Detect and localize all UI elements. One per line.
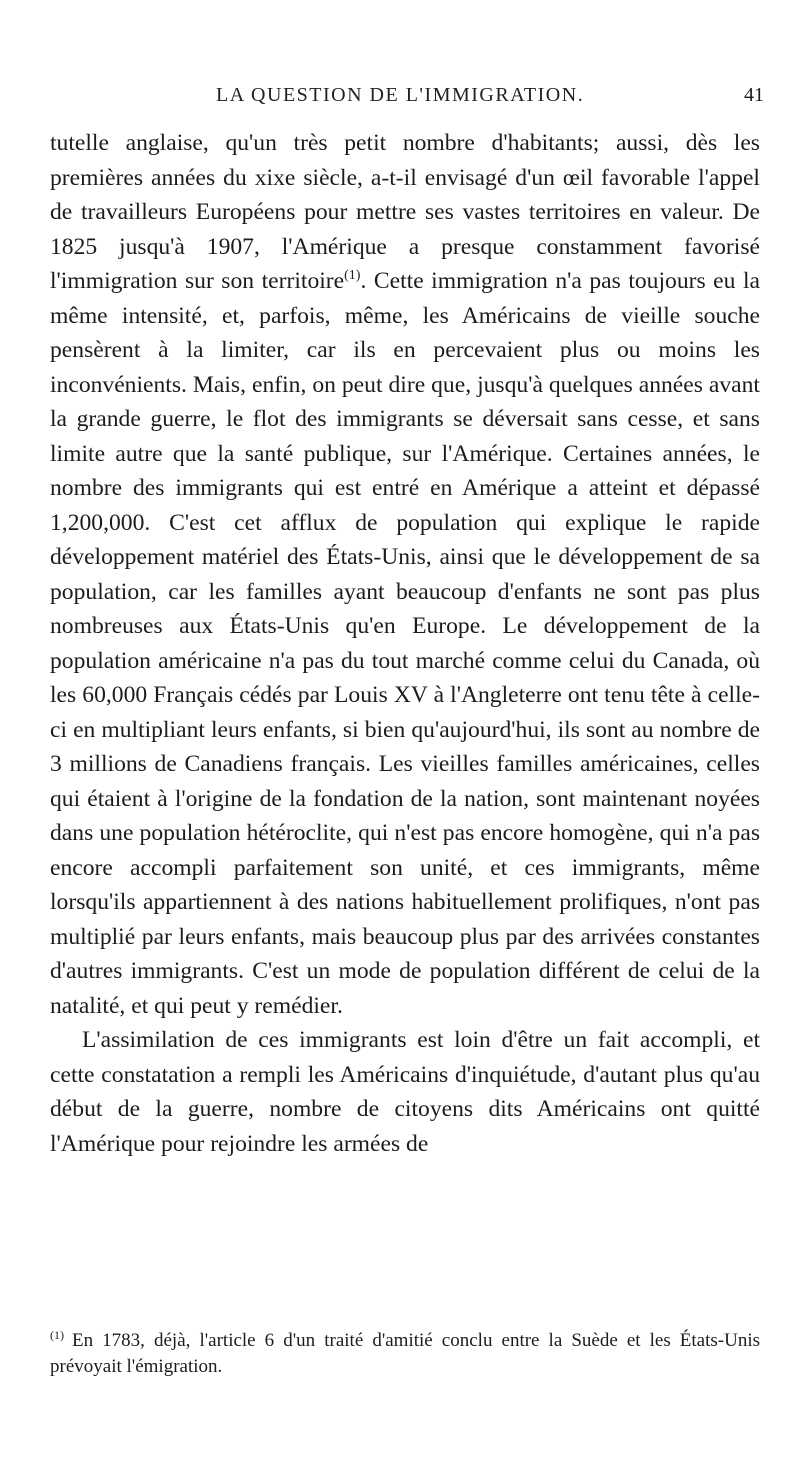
page-header bbox=[50, 84, 768, 118]
running-title: LA QUESTION DE L'IMMIGRATION. bbox=[216, 84, 585, 106]
paragraph-1-text-b: . Cette immigration n'a pas toujours eu la même intensité, et, parfois, même, les Américains de vieille souche pensèrent à la limiter, car ils en percevaient plus ou moins les inconvénients. Mais, enfin, on peut dire que, jusqu'à quelques années avant la grande guerre, le flot des immigrants se déversait sans cesse, et sans limite autre que la santé publique, sur l'Amérique. Certaines années, le nombre des immigrants qui est entré en Amérique a atteint et dépassé 1,200,000. C'est cet afflux de population qui explique le rapide développement matériel des États-Unis, ainsi que le développement de sa population, car les familles ayant beaucoup d'enfants ne sont pas plus nombreuses aux États-Unis qu'en Europe. Le développement de la population américaine n'a pas du tout marché comme celui du Canada, où les 60,000 Français cédés par Louis XV à l'Angleterre ont tenu tête à celle-ci en multipliant leurs enfants, si bien qu'aujourd'hui, ils sont au nombre de 3 millions de Canadiens français. Les vieilles familles américaines, celles qui étaient à l'origine de la fondation de la nation, sont maintenant noyées dans une population hétéroclite, qui n'est pas encore homogène, qui n'a pas encore accompli parfaitement son unité, et ces immigrants, même lorsqu'ils appartiennent à des nations habituellement prolifiques, n'ont pas multiplié par leurs enfants, mais beaucoup plus par des arrivées constantes d'autres immigrants. C'est un mode de population différent de celui de la natalité, et qui peut y remédier. bbox=[50, 268, 760, 1019]
footnote bbox=[50, 1328, 760, 1380]
footnote-text: En 1783, déjà, l'article 6 d'un traité d'amitié conclu entre la Suède et les États-Unis prévoyait l'émigration. bbox=[50, 1330, 760, 1377]
paragraph-2: L'assimilation de ces immigrants est loin d'être un fait accompli, et cette constatation a rempli les Américains d'inquiétude, d'autant plus qu'au début de la guerre, nombre de citoyens dits Américains ont quitté l'Amérique pour rejoindre les armées de bbox=[50, 1027, 760, 1157]
footnote-marker: (1) bbox=[50, 1327, 64, 1342]
paragraph-1 bbox=[50, 126, 760, 1023]
main-text bbox=[50, 126, 760, 1161]
paragraph-1-text-a: tutelle anglaise, qu'un très petit nombre d'habitants; aussi, dès les premières années du xixe siècle, a-t-il envisagé d'un œil favorable l'appel de travailleurs Européens pour mettre ses vastes territoires en valeur. De 1825 jusqu'à 1907, l'Amérique a presque constamment favorisé l'immigration sur son territoire bbox=[50, 130, 760, 294]
page-number: 41 bbox=[744, 84, 764, 106]
footnote-reference: (1) bbox=[344, 268, 361, 284]
